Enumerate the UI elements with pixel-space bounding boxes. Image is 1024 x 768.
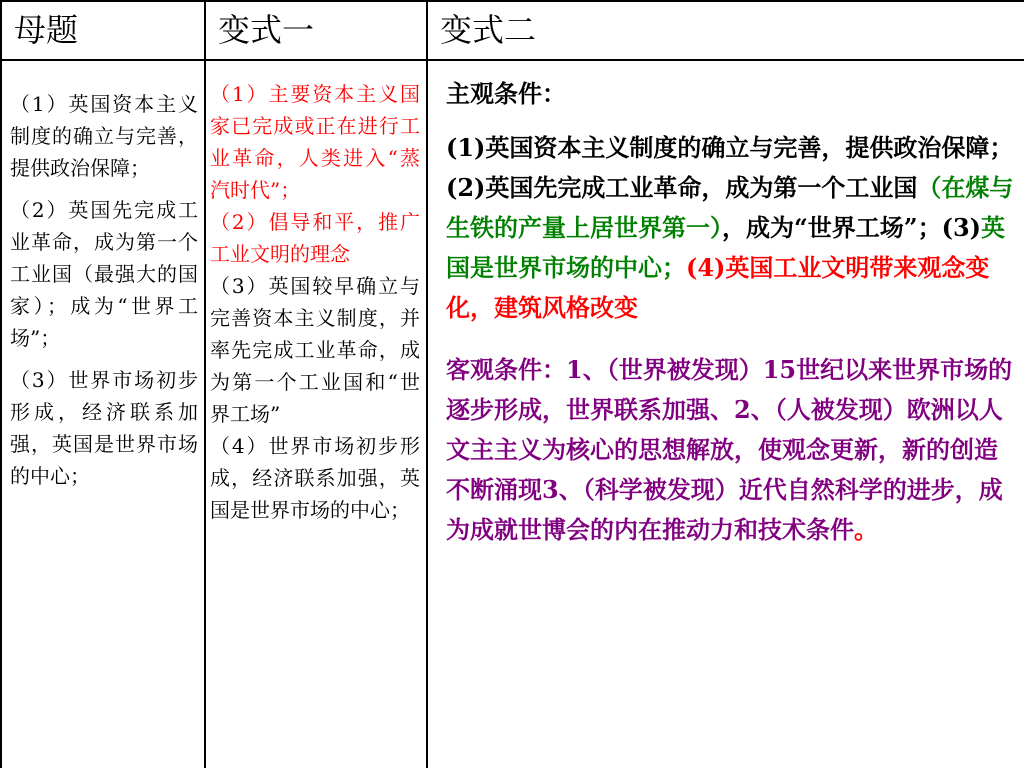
header-col-1: 母题 xyxy=(14,11,79,49)
col2-point-4: （4）世界市场初步形成，经济联系加强，英国是世界市场的中心； xyxy=(210,434,420,522)
subjective-text-2: ，成为“世界工场”； xyxy=(722,213,942,242)
col2-point-3: （3）英国较早确立与完善资本主义制度，并率先完成工业革命，成为第一个工业国和“世界工场” xyxy=(210,274,420,426)
subjective-text-1: (1)英国资本主义制度的确立与完善，提供政治保障；(2)英国先完成工业革命，成为第一个工业国 xyxy=(446,133,1014,202)
subjective-num-3: (3) xyxy=(941,213,982,242)
col1-point-2: （2）英国先完成工业革命，成为第一个工业国（最强大的国家）；成为“世界工场”； xyxy=(10,198,198,350)
subjective-green-3: 英国是世界市场的中心； xyxy=(446,213,1006,282)
header-divider xyxy=(0,59,1024,61)
objective-end-mark: 。 xyxy=(854,515,878,544)
subjective-green-note: （在煤与生铁的产量上居世界第一） xyxy=(446,173,1014,242)
subjective-red-4: 英国工业文明带来观念变化，建筑风格改变 xyxy=(446,253,990,322)
header-col-3: 变式二 xyxy=(440,11,537,49)
objective-conditions xyxy=(446,350,1016,550)
column-3-content xyxy=(446,74,1016,550)
subjective-conditions xyxy=(446,128,1016,328)
column-divider-2 xyxy=(426,0,428,768)
col1-point-1: （1）英国资本主义制度的确立与完善，提供政治保障； xyxy=(10,92,198,180)
col2-point-1: （1）主要资本主义国家已完成或正在进行工业革命，人类进入“蒸汽时代”； xyxy=(210,82,420,202)
subjective-num-4: (4) xyxy=(686,253,726,282)
column-divider-1 xyxy=(204,0,206,768)
column-2-content xyxy=(210,78,420,526)
objective-text: 客观条件：1、（世界被发现）15世纪以来世界市场的逐步形成，世界联系加强、2、（人被发现）欧洲以人文主主义为核心的思想解放，使观念更新，新的创造不断涌现3、（科学被发现）近代自然科学的进步，成为成就世博会的内在推动力和技术条件 xyxy=(446,355,1013,544)
subjective-title: 主观条件： xyxy=(446,79,566,108)
col2-point-2: （2）倡导和平，推广工业文明的理念 xyxy=(210,210,420,266)
header-col-2: 变式一 xyxy=(218,11,315,49)
table-left-border xyxy=(0,0,2,768)
column-1-content xyxy=(10,88,198,502)
col1-point-3: （3）世界市场初步形成，经济联系加强，英国是世界市场的中心； xyxy=(10,368,198,488)
